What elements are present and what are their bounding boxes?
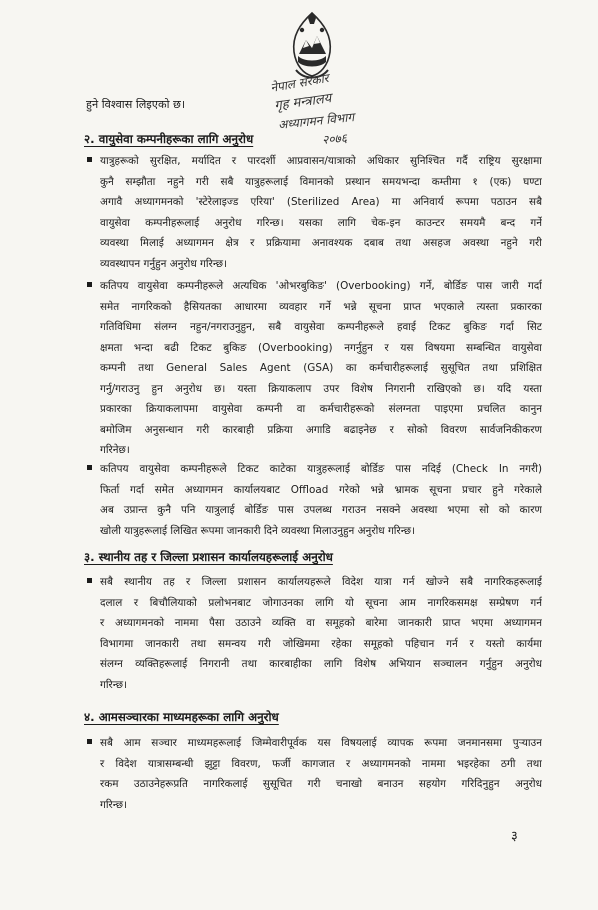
text-line: कतिपय वायुसेवा कम्पनीहरूले टिकट काटेका यात्रुहरूलाई बोर्डिङ पास नदिई (Check In नगरी) bbox=[100, 463, 542, 475]
text-line: रकम उठाउनेहरूप्रति नागरिकलाई सुसूचित गरी चनाखो बनाउन सहयोग गरिदिनुहुन अनुरोध bbox=[100, 778, 542, 790]
text-line: गरिन्छ। bbox=[100, 678, 127, 691]
stamp-line-government: नेपाल सरकार bbox=[269, 70, 330, 95]
text-line: गतिविधिमा संलग्न नहुन/नगराउनुहुन, सबै वायुसेवा कम्पनीहरूले हवाई टिकट बुकिङ गर्दा सिट bbox=[100, 321, 542, 333]
stamp-line-year: २०७६ bbox=[321, 131, 348, 147]
bullet-icon bbox=[87, 157, 92, 162]
text-line: गर्नु/गराउनु हुन अनुरोध छ। यस्ता क्रियाकलाप उपर विशेष निगरानी राखिएको छ। यदि यस्ता bbox=[100, 382, 542, 395]
text-line: दलाल र बिचौलियाको प्रलोभनबाट जोगाउनका लागि यो सूचना आम नागरिकसमक्ष सम्प्रेषण गर्न bbox=[100, 596, 542, 609]
text-line: कतिपय वायुसेवा कम्पनीहरूले अत्यधिक 'ओभरबुकिङ' (Overbooking) गर्ने, बोर्डिङ पास जारी गर्दा bbox=[100, 280, 542, 292]
list-item bbox=[100, 733, 542, 815]
text-line: व्यवस्थापन गर्नुहुन अनुरोध गरिन्छ। bbox=[100, 257, 228, 270]
section-heading-media: ४. आमसञ्चारका माध्यमहरूका लागि अनुरोध bbox=[84, 710, 279, 724]
text-line: वायुसेवा कम्पनीहरूलाई अनुरोध गरिन्छ। यसका लागि चेक-इन काउन्टर समयमै बन्द गर्ने bbox=[100, 216, 542, 229]
bullet-icon bbox=[87, 739, 92, 744]
bullet-icon bbox=[87, 282, 92, 287]
text-line: र अध्यागमनको नाममा पैसा उठाउने व्यक्ति वा समूहको बारेमा जानकारी प्राप्त भएमा अध्यागमन bbox=[100, 617, 542, 629]
text-line: विभागमा जानकारी तथा समन्वय गरी जोखिममा रहेका समूहको पहिचान गर्न र यस्तो कार्यमा bbox=[100, 637, 542, 650]
text-line: अगावै अध्यागमनको 'स्टेरेलाइज्ड एरिया' (Sterilized Area) मा अनिवार्य रूपमा पठाउन सबै bbox=[100, 196, 542, 208]
text-line: संलग्न व्यक्तिहरूलाई निगरानी तथा कारबाहीका लागि विशेष अभियान सञ्चालन गर्नुहुन अनुरोध bbox=[100, 658, 542, 670]
ministry-stamp bbox=[262, 70, 394, 147]
bullet-icon bbox=[87, 578, 92, 583]
list-item bbox=[100, 151, 542, 274]
section-heading-local-government: ३. स्थानीय तह र जिल्ला प्रशासन कार्यालयहरूलाई अनुरोध bbox=[84, 550, 333, 564]
text-line: बमोजिम अनुसन्धान गरी कारबाही प्रक्रिया अगाडि बढाइनेछ र सोको विवरण सार्वजनिकीकरण bbox=[100, 423, 542, 436]
section-heading-airlines: २. वायुसेवा कम्पनीहरूका लागि अनुरोध bbox=[84, 132, 254, 146]
page-number: ३ bbox=[511, 829, 518, 844]
text-line: गरिनेछ। bbox=[100, 444, 130, 456]
text-line: व्यवस्था मिलाई अध्यागमन क्षेत्र र प्रक्रियामा अनावश्यक दबाब तथा असहज अवस्था नहुने गरी bbox=[100, 237, 542, 249]
text-line: र विदेश यात्रासम्बन्धी झुट्टा विवरण, फर्जी कागजात र अध्यागमनको नाममा भइरहेका ठगी तथा bbox=[100, 757, 542, 770]
text-line: गरिन्छ। bbox=[100, 798, 127, 811]
text-line: समेत नागरिकको हैसियतका आधारमा व्यवहार गर्ने भन्ने सूचना प्राप्त भएकाले त्यस्ता प्रकारका bbox=[100, 300, 542, 313]
text-line: प्रकारका क्रियाकलापमा वायुसेवा कम्पनी वा कर्मचारीहरूको संलग्नता पाइएमा प्रचलित कानुन bbox=[100, 403, 542, 415]
list-item bbox=[100, 276, 542, 461]
text-line: सबै आम सञ्चार माध्यमहरूलाई जिम्मेवारीपूर्वक यस विषयलाई व्यापक रूपमा जनमानसमा पुऱ्याउन bbox=[100, 737, 542, 749]
text-line: सबै स्थानीय तह र जिल्ला प्रशासन कार्यालयहरूले विदेश यात्रा गर्न खोज्ने सबै नागरिकहरूलाई bbox=[100, 576, 542, 588]
text-line: कुनै सम्झौता नहुने गरी सबै यात्रुहरूलाई विमानको प्रस्थान समयभन्दा कम्तीमा १ (एक) घण्टा bbox=[100, 175, 542, 188]
text-line: यात्रुहरूको सुरक्षित, मर्यादित र पारदर्शी आप्रवासन/यात्राको अधिकार सुनिश्चित गर्दै राष्ट्रिय सुरक्षामा bbox=[100, 155, 542, 167]
text-line: खोली यात्रुहरूलाई लिखित रूपमा जानकारी दिने व्यवस्था मिलाउनुहुन अनुरोध गरिन्छ। bbox=[100, 524, 415, 537]
intro-text: हुने विश्वास लिइएको छ। bbox=[86, 98, 186, 111]
list-item bbox=[100, 572, 542, 695]
text-line: क्षमता भन्दा बढी टिकट बुकिङ (Overbooking) नगर्नुहुन र यस विषयमा सम्बन्धित वायुसेवा bbox=[100, 341, 542, 354]
text-line: फिर्ता गर्दा समेत अध्यागमन कार्यालयबाट Offload गरेको भन्ने भ्रामक सूचना प्रचार हुने गरेकाले bbox=[100, 483, 542, 496]
list-item bbox=[100, 459, 542, 541]
stamp-line-ministry: गृह मन्त्रालय bbox=[273, 91, 333, 114]
bullet-icon bbox=[87, 465, 92, 470]
text-line: कम्पनी तथा General Sales Agent (GSA) का कर्मचारीहरूलाई सुसूचित तथा प्रशिक्षित bbox=[100, 362, 542, 374]
stamp-line-department: अध्यागमन विभाग bbox=[277, 110, 355, 132]
text-line: अब उप्रान्त कुनै पनि यात्रुलाई बोर्डिङ पास उपलब्ध गराउन नसक्ने अवस्था भएमा सो को कारण bbox=[100, 504, 542, 516]
